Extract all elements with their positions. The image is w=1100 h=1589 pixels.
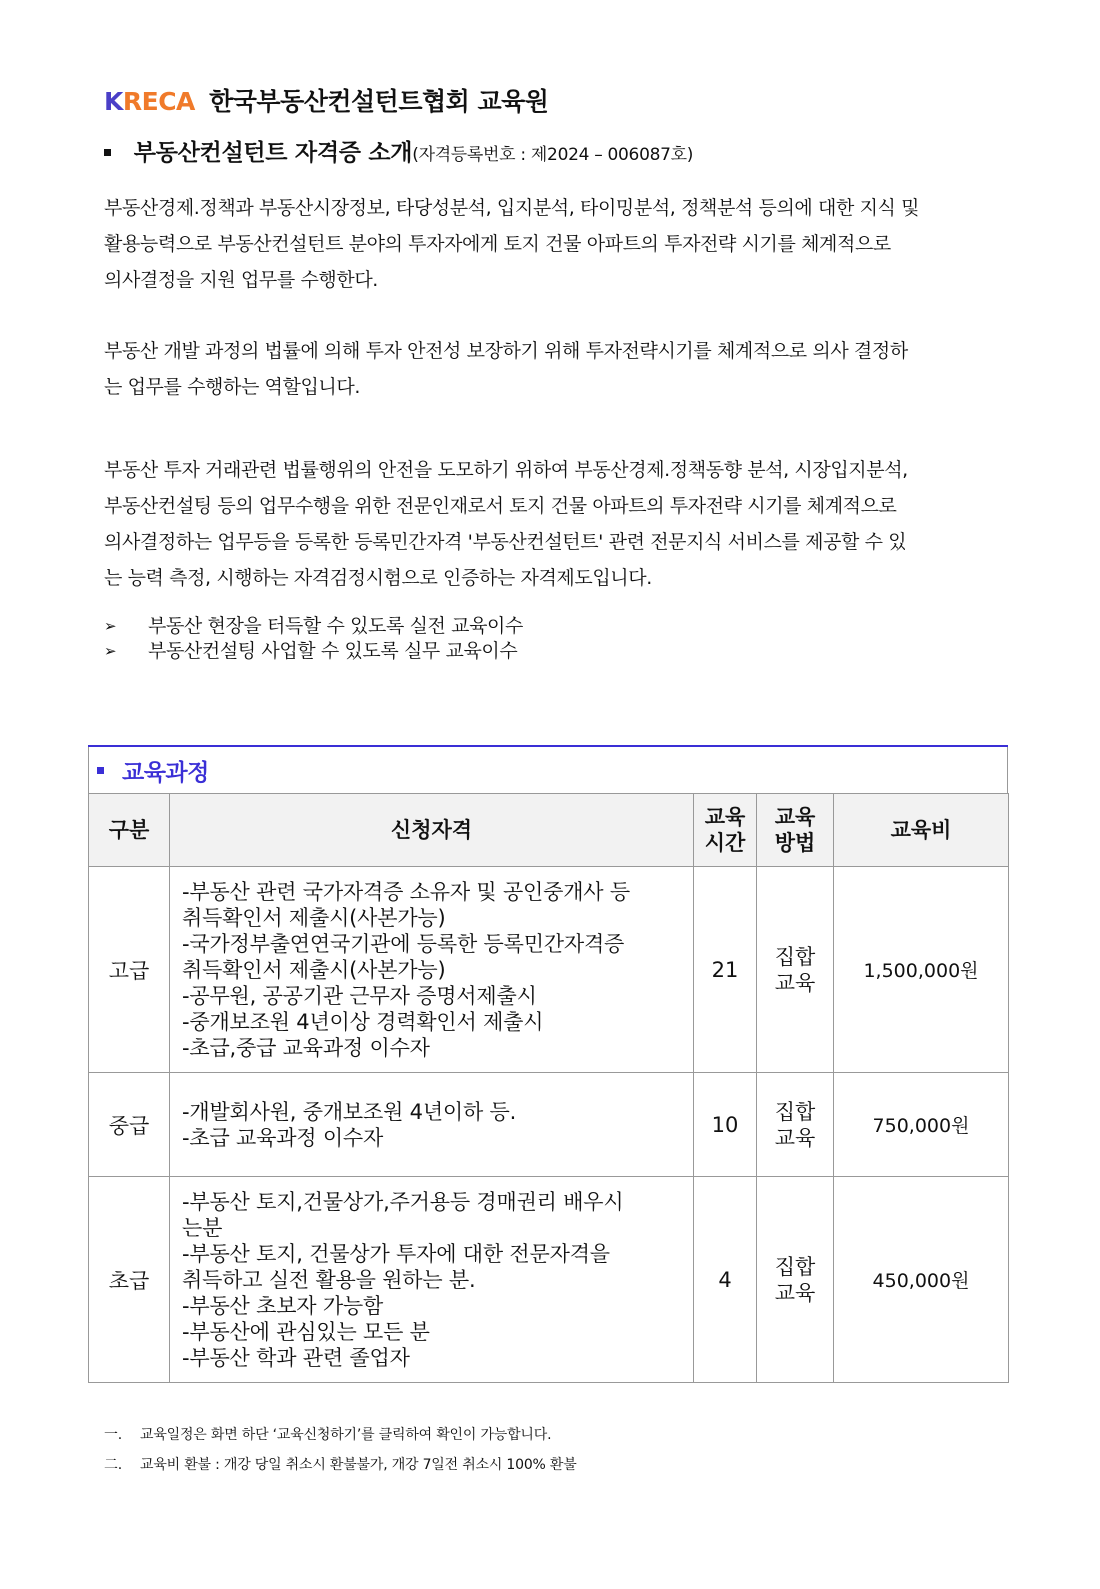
qualification-line: 는분 — [182, 1215, 223, 1240]
fee-cell: 1,500,000원 — [834, 867, 1009, 1073]
method-line: 집합 — [774, 944, 816, 969]
method-cell — [757, 1073, 834, 1177]
arrow-bullet-icon: ➢ — [104, 642, 117, 660]
table-row — [89, 1177, 1009, 1383]
paragraph-line: 부동산컨설팅 등의 업무수행을 위한 전문인재로서 토지 건물 아파트의 투자전략 시기를 체계적으로 — [104, 495, 897, 517]
square-bullet-icon — [104, 149, 111, 156]
intro-paragraph-1 — [104, 190, 1004, 298]
fee-cell: 750,000원 — [834, 1073, 1009, 1177]
method-line: 교육 — [774, 970, 816, 995]
column-header-hours — [694, 794, 757, 867]
paragraph-line: 부동산경제.정책과 부동산시장정보, 타당성분석, 입지분석, 타이밍분석, 정책분석 등의에 대한 지식 및 — [104, 197, 920, 219]
qualification-line: -부동산에 관심있는 모든 분 — [182, 1319, 430, 1344]
qualification-line: -초급,중급 교육과정 이수자 — [182, 1035, 430, 1060]
method-line: 집합 — [774, 1254, 816, 1279]
table-header-row — [89, 794, 1009, 867]
paragraph-line: 활용능력으로 부동산컨설턴트 분야의 투자자에게 토지 건물 아파트의 투자전략 시기를 체계적으로 — [104, 233, 891, 255]
list-item — [104, 614, 523, 639]
method-cell — [757, 867, 834, 1073]
section-title-main: 부동산컨설턴트 자격증 소개 — [133, 140, 413, 166]
qualification-line: -부동산 관련 국가자격증 소유자 및 공인중개사 등 — [182, 879, 630, 904]
paragraph-line: 의사결정하는 업무등을 등록한 등록민간자격 '부동산컨설턴트' 관련 전문지식 서비스를 제공할 수 있 — [104, 531, 907, 553]
header-line: 방법 — [774, 831, 816, 855]
method-line: 교육 — [774, 1125, 816, 1150]
fee-cell: 450,000원 — [834, 1177, 1009, 1383]
intro-paragraph-2 — [104, 333, 1004, 405]
qualification-line: 취득확인서 제출시(사본가능) — [182, 957, 446, 982]
qualification-line: -개발회사원, 중개보조원 4년이하 등. — [182, 1099, 517, 1124]
qualifications-cell — [170, 867, 694, 1073]
column-header-level: 구분 — [89, 794, 170, 867]
paragraph-line: 는 업무를 수행하는 역할입니다. — [104, 376, 360, 398]
section-title — [104, 134, 693, 167]
paragraph-line: 는 능력 측정, 시행하는 자격검정시험으로 인증하는 자격제도입니다. — [104, 567, 652, 589]
course-section — [88, 745, 1008, 1383]
qualification-line: -부동산 초보자 가능함 — [182, 1293, 384, 1318]
footnote-item — [104, 1450, 577, 1480]
course-section-title: 교육과정 — [122, 759, 209, 786]
organization-name: 한국부동산컨설턴트협회 교육원 — [209, 87, 549, 116]
qualifications-cell — [170, 1073, 694, 1177]
method-line: 집합 — [774, 1099, 816, 1124]
logo-k: K — [104, 87, 123, 116]
hours-cell: 4 — [694, 1177, 757, 1383]
table-row — [89, 867, 1009, 1073]
section-title-registration: (자격등록번호 : 제2024 – 006087호) — [412, 145, 694, 165]
method-line: 교육 — [774, 1280, 816, 1305]
qualification-line: 취득하고 실전 활용을 원하는 분. — [182, 1267, 476, 1292]
level-cell: 중급 — [89, 1073, 170, 1177]
footnote-mark: 二. — [104, 1457, 123, 1473]
square-bullet-icon — [97, 767, 104, 774]
list-item — [104, 639, 523, 664]
header-line: 시간 — [704, 831, 746, 855]
logo-reca: RECA — [122, 87, 195, 116]
hours-cell: 21 — [694, 867, 757, 1073]
course-section-header — [88, 747, 1008, 793]
intro-paragraph-3 — [104, 452, 1004, 596]
level-cell: 고급 — [89, 867, 170, 1073]
qualification-line: -중개보조원 4년이상 경력확인서 제출시 — [182, 1009, 544, 1034]
paragraph-line: 부동산 투자 거래관련 법률행위의 안전을 도모하기 위하여 부동산경제.정책동향 분석, 시장입지분석, — [104, 459, 908, 481]
paragraph-line: 의사결정을 지원 업무를 수행한다. — [104, 269, 378, 291]
arrow-bullet-icon: ➢ — [104, 617, 117, 635]
course-table — [88, 793, 1009, 1383]
paragraph-line: 부동산 개발 과정의 법률에 의해 투자 안전성 보장하기 위해 투자전략시기를 체계적으로 의사 결정하 — [104, 340, 908, 362]
page-header — [104, 82, 548, 118]
footnote-text: 교육비 환불 : 개강 당일 취소시 환불불가, 개강 7일전 취소시 100% 환불 — [140, 1457, 577, 1473]
footnote-text: 교육일정은 화면 하단 ‘교육신청하기’를 클릭하여 확인이 가능합니다. — [140, 1427, 552, 1443]
bullet-text: 부동산컨설팅 사업할 수 있도록 실무 교육이수 — [148, 640, 518, 662]
bullet-text: 부동산 현장을 터득할 수 있도록 실전 교육이수 — [148, 615, 523, 637]
qualifications-cell — [170, 1177, 694, 1383]
footnote-mark: 一. — [104, 1427, 123, 1443]
qualification-line: -부동산 학과 관련 졸업자 — [182, 1345, 410, 1370]
qualification-line: -국가정부출연연국기관에 등록한 등록민간자격증 — [182, 931, 625, 956]
footnote-item — [104, 1420, 577, 1450]
qualification-line: -공무원, 공공기관 근무자 증명서제출시 — [182, 983, 537, 1008]
column-header-fee: 교육비 — [834, 794, 1009, 867]
level-cell: 초급 — [89, 1177, 170, 1383]
qualification-line: 취득확인서 제출시(사본가능) — [182, 905, 446, 930]
method-cell — [757, 1177, 834, 1383]
header-line: 교육 — [774, 805, 816, 829]
qualification-line: -초급 교육과정 이수자 — [182, 1125, 384, 1150]
column-header-method — [757, 794, 834, 867]
footnotes — [104, 1420, 577, 1480]
qualification-line: -부동산 토지,건물상가,주거용등 경매권리 배우시 — [182, 1189, 624, 1214]
education-bullets — [104, 614, 523, 664]
table-row — [89, 1073, 1009, 1177]
header-line: 교육 — [704, 805, 746, 829]
column-header-qualifications: 신청자격 — [170, 794, 694, 867]
qualification-line: -부동산 토지, 건물상가 투자에 대한 전문자격을 — [182, 1241, 610, 1266]
hours-cell: 10 — [694, 1073, 757, 1177]
